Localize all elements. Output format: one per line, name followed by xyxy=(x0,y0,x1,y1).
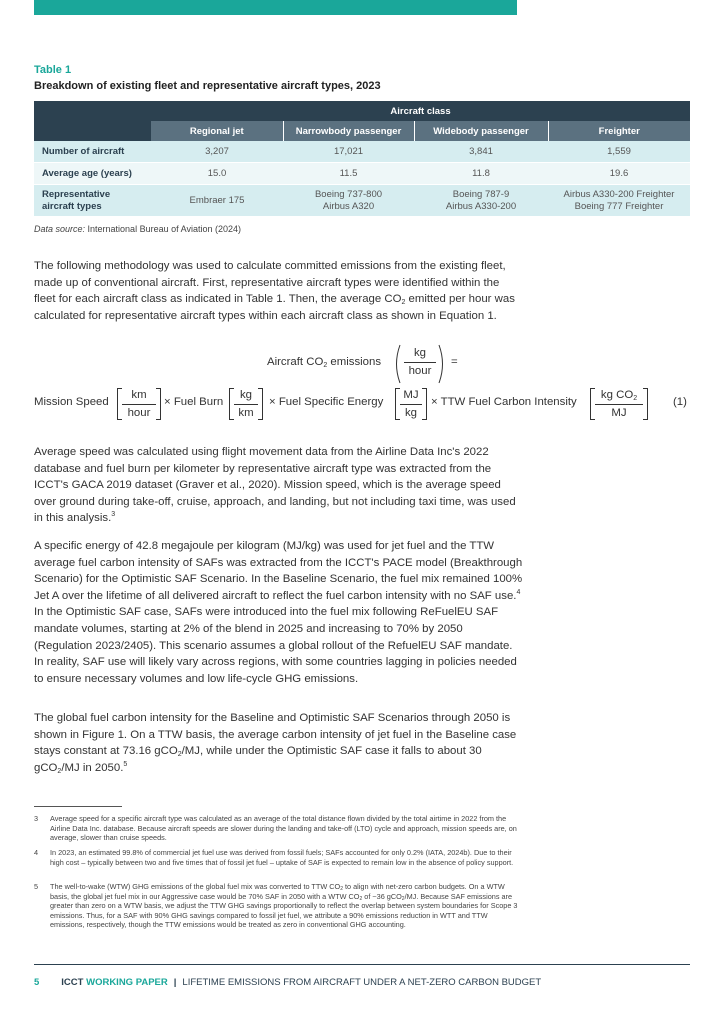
row-label xyxy=(34,185,151,217)
table-title: Breakdown of existing fleet and representative aircraft types, 2023 xyxy=(34,80,381,92)
row-label: Average age (years) xyxy=(34,163,151,185)
footer-divider xyxy=(34,964,690,965)
footer-brand: ICCT xyxy=(61,977,87,988)
column-header-freighter: Freighter xyxy=(548,121,690,141)
table-cell xyxy=(151,185,283,217)
equation-number: (1) xyxy=(673,396,687,408)
footnote-number: 3 xyxy=(34,814,39,823)
table-cell: 19.6 xyxy=(548,163,690,185)
table-cell: 17,021 xyxy=(283,141,414,163)
footnote-text: The well-to-wake (WTW) GHG emissions of the global fuel mix was converted to TTW $CO_2$ to align with net-zero carbon budgets. On a WTW basis, the global jet fuel mix in our Aggressive case would be 70% SAF in 2050 with a WTW $CO_2$ of ~36 gCO$_2$/MJ. Because SAF emissions are greater than zero on a WTW basis, we adjust the TTW GHG savings proportionally to reflect the overlap between system boundaries for Scope 3 emissions. Thus, for a SAF with 90% GHG savings compared to fossil jet fuel, we attribute a 90% emissions reduction in WTT and TTW emissions, respectively, though the TTW emissions would be treated as zero in conventional GHG accounting. xyxy=(50,882,518,930)
paragraph-methodology: The following methodology was used to calculate committed emissions from the existing fleet, made up of conventional aircraft. First, representative aircraft types were identified within the fleet for each aircraft class as indicated in Table 1. Then, the average $CO_2$ emitted per hour was calculated for representative aircraft types within each aircraft class as shown in Equation 1. xyxy=(34,260,515,322)
footnote-text: Average speed for a specific aircraft type was calculated as an average of the total distance flown divided by the total airtime in 2022 from the Airline Data Inc. database. Because aircraft speeds are slower during the landing and take-off (LTO) cycle and approach, mission speeds are, on average, slower than cruise speeds. xyxy=(50,814,517,843)
table-cell: 15.0 xyxy=(151,163,283,185)
source-label: Data source: xyxy=(34,224,86,234)
footnote-number: 4 xyxy=(34,848,39,857)
footnote-divider xyxy=(34,806,122,807)
unit-fraction-burn: kg km xyxy=(234,388,258,421)
bracket xyxy=(156,388,161,420)
column-header-regional-jet: Regional jet xyxy=(151,121,283,141)
left-paren xyxy=(392,344,402,384)
unit-fraction-speed: km hour xyxy=(122,388,156,421)
column-header-narrowbody: Narrowbody passenger xyxy=(283,121,414,141)
aircraft-type: Airbus A330-200 Freighter xyxy=(563,188,675,200)
table-row-average-age xyxy=(34,163,690,185)
table-cell xyxy=(414,185,548,217)
lhs-unit-fraction: kg hour xyxy=(404,346,436,379)
paragraph-average-speed: Average speed was calculated using flight movement data from the Airline Data Inc's 2022 database and fuel burn per kilometer by representative aircraft type was extracted from the ICCT's GACA 2019 dataset (Graver et al., 2020). Mission speed, which is the average speed over ground during take-off, cruise, approach, and landing, but not including taxi time, was used in this analysis.$^3$ xyxy=(34,446,516,525)
bracket xyxy=(258,388,263,420)
unit-fraction-energy: MJ kg xyxy=(400,388,422,421)
bracket xyxy=(643,388,648,420)
source-text: International Bureau of Aviation (2024) xyxy=(85,224,241,234)
footer-series: WORKING PAPER xyxy=(86,977,168,988)
fleet-table xyxy=(34,101,690,217)
footnote-5 xyxy=(34,882,524,930)
table-source-note xyxy=(34,224,241,234)
table-row-representative-types xyxy=(34,185,690,217)
bracket xyxy=(422,388,427,420)
table-cell: 3,841 xyxy=(414,141,548,163)
table-cell: 3,207 xyxy=(151,141,283,163)
equals-sign: = xyxy=(451,356,458,368)
term-fuel-specific-energy: × Fuel Specific Energy xyxy=(269,396,384,408)
table-cell xyxy=(548,185,690,217)
table-row-number-of-aircraft xyxy=(34,141,690,163)
table-cell: 11.8 xyxy=(414,163,548,185)
table-cell: 1,559 xyxy=(548,141,690,163)
table-number: Table 1 xyxy=(34,64,72,76)
top-accent-bar xyxy=(34,0,517,15)
column-header-widebody: Widebody passenger xyxy=(414,121,548,141)
table-cell xyxy=(283,185,414,217)
aircraft-type: Boeing 777 Freighter xyxy=(574,200,664,212)
row-label-line: Representative xyxy=(42,188,111,200)
aircraft-type: Boeing 737-800 xyxy=(314,188,383,200)
unit-fraction-intensity: kg $CO_2$ MJ xyxy=(595,388,643,421)
footer-separator: | xyxy=(173,977,177,988)
table-cell: 11.5 xyxy=(283,163,414,185)
term-mission-speed: Mission Speed xyxy=(34,396,109,408)
paragraph-specific-energy: A specific energy of 42.8 megajoule per kilogram (MJ/kg) was used for jet fuel and the TTW average fuel carbon intensity of SAFs was extracted from the ICCT's PACE model (Breakthrough Scenario) for the Optimistic SAF Scenario. In the Baseline Scenario, the fuel mix remained 100% Jet A over the lifetime of all delivered aircraft to reflect the fuel carbon intensity with no SAF use.$^4$ In the Optimistic SAF case, SAFs were introduced into the fuel mix following ReFuelEU SAF mandate volumes, starting at 2% of the blend in 2025 and increasing to 70% by 2050 (Regulation 2023/2405). This scenario assumes a global rollout of the RefuelEU SAF mandate. In reality, SAF use will likely vary across regions, with some countries lagging in policies needed to ensure necessary volumes and low life-cycle GHG emissions. xyxy=(34,540,523,685)
term-fuel-burn: × Fuel Burn xyxy=(164,396,224,408)
row-label: Number of aircraft xyxy=(34,141,151,163)
row-label-line: aircraft types xyxy=(42,200,102,212)
footnote-3 xyxy=(34,814,524,843)
paragraph-carbon-intensity: The global fuel carbon intensity for the Baseline and Optimistic SAF Scenarios through 2050 is shown in Figure 1. On a TTW basis, the average carbon intensity of jet fuel in the Baseline case stays constant at 73.16 gCO$_2$/MJ, while under the Optimistic SAF case it falls to about 30 gCO$_2$/MJ in 2050.$^5$ xyxy=(34,712,517,775)
footer-title: LIFETIME EMISSIONS FROM AIRCRAFT UNDER A NET-ZERO CARBON BUDGET xyxy=(182,977,542,988)
table-corner-cell xyxy=(34,101,151,141)
page-number: 5 xyxy=(34,977,40,988)
aircraft-class-header: Aircraft class xyxy=(151,101,690,121)
right-paren xyxy=(437,344,447,384)
aircraft-type: Airbus A330-200 xyxy=(445,200,517,212)
term-ttw-carbon-intensity: × TTW Fuel Carbon Intensity xyxy=(431,396,577,408)
footnote-number: 5 xyxy=(34,882,39,891)
footnote-text: In 2023, an estimated 99.8% of commercial jet fuel use was derived from fossil fuels; SAFs accounted for only 0.2% (IATA, 2024b). Due to their high cost – typically between two and five times that of fossil jet fuel – uptake of SAF is expected to remain low in the absence of policy support. xyxy=(50,848,514,867)
aircraft-type: Airbus A320 xyxy=(322,200,375,212)
equation-lhs: Aircraft $CO_2$ emissions xyxy=(267,356,382,369)
aircraft-type: Embraer 175 xyxy=(189,194,245,206)
footnote-4 xyxy=(34,848,524,867)
aircraft-type: Boeing 787-9 xyxy=(452,188,510,200)
page-footer xyxy=(34,977,541,988)
